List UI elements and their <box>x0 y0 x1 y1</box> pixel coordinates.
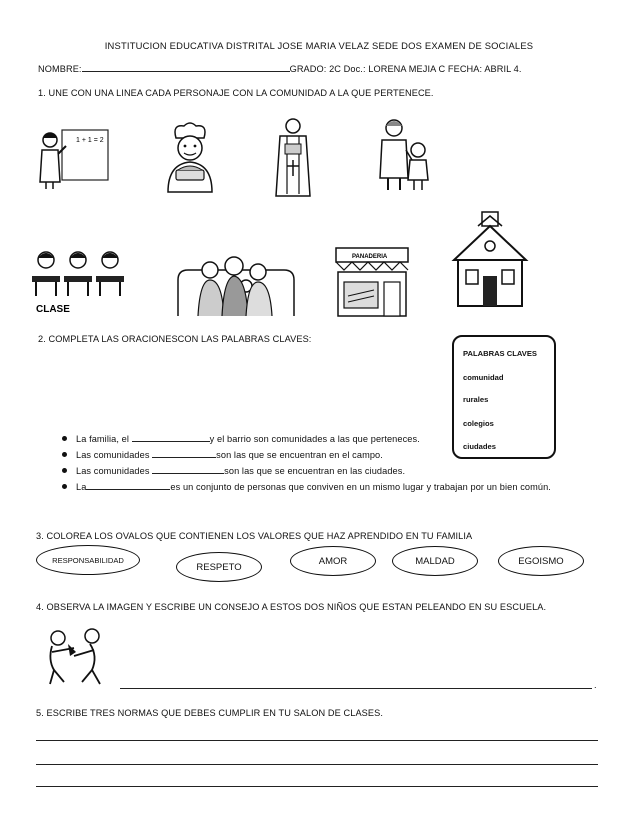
sentence-blank[interactable] <box>86 480 170 490</box>
keyword-item: rurales <box>463 395 489 404</box>
sentence-text: y el barrio son comunidades a las que perteneces. <box>209 434 420 444</box>
sentence-text: es un conjunto de personas que conviven en un mismo lugar y trabajan por un bien común. <box>170 482 551 492</box>
bullet-icon <box>62 452 67 457</box>
sentence-blank[interactable] <box>152 448 216 458</box>
sentence-text: son las que se encuentran en el campo. <box>216 450 383 460</box>
q2-instruction: 2. COMPLETA LAS ORACIONESCON LAS PALABRAS CLAVES: <box>38 334 312 344</box>
q5-answer-line-3[interactable] <box>36 786 598 787</box>
q5-answer-line-2[interactable] <box>36 764 598 765</box>
q4-answer-line[interactable] <box>120 688 592 689</box>
baker-picture[interactable] <box>160 120 220 194</box>
value-oval-maldad[interactable]: MALDAD <box>392 546 478 576</box>
bullet-icon <box>62 436 67 441</box>
teacher-picture[interactable] <box>36 126 110 190</box>
sentence-text: son las que se encuentran en las ciudades. <box>224 466 406 476</box>
value-oval-egoismo[interactable]: EGOISMO <box>498 546 584 576</box>
value-oval-responsabilidad[interactable]: RESPONSABILIDAD <box>36 545 140 575</box>
value-oval-respeto[interactable]: RESPETO <box>176 552 262 582</box>
name-blank[interactable] <box>82 62 290 72</box>
sentence-blank[interactable] <box>152 464 224 474</box>
sentence-3 <box>76 464 405 476</box>
fighting-kids-picture[interactable] <box>40 626 114 686</box>
board-text: 1 + 1 = 2 <box>76 137 104 144</box>
priest-picture[interactable] <box>270 116 316 198</box>
sentence-4 <box>76 480 551 492</box>
classroom-picture[interactable] <box>30 246 126 316</box>
sentence-1 <box>76 432 420 444</box>
q5-instruction: 5. ESCRIBE TRES NORMAS QUE DEBES CUMPLIR EN TU SALON DE CLASES. <box>36 708 384 718</box>
q3-instruction: 3. COLOREA LOS OVALOS QUE CONTIENEN LOS VALORES QUE HAZ APRENDIDO EN TU FAMILIA <box>36 531 473 541</box>
bakery-picture[interactable] <box>334 246 410 318</box>
header-meta: GRADO: 2C Doc.: LORENA MEJIA C FECHA: ABRIL 4. <box>289 64 522 74</box>
keyword-item: colegios <box>463 419 494 428</box>
sentence-text: La familia, el <box>76 434 132 444</box>
keywords-title: PALABRAS CLAVES <box>463 349 537 358</box>
q1-instruction: 1. UNE CON UNA LINEA CADA PERSONAJE CON LA COMUNIDAD A LA QUE PERTENECE. <box>38 88 434 98</box>
q4-instruction: 4. OBSERVA LA IMAGEN Y ESCRIBE UN CONSEJO A ESTOS DOS NIÑOS QUE ESTAN PELEANDO EN SU ESCUELA. <box>36 602 547 612</box>
sentence-text: La <box>76 482 87 492</box>
family-picture[interactable] <box>176 250 296 318</box>
class-sign: CLASE <box>36 304 70 315</box>
header-row <box>38 62 522 74</box>
sentence-text: Las comunidades <box>76 450 153 460</box>
q4-line-end: . <box>594 680 597 690</box>
bullet-icon <box>62 484 67 489</box>
name-label: NOMBRE: <box>38 64 82 74</box>
keyword-item: ciudades <box>463 442 496 451</box>
bakery-sign: PANADERIA <box>352 254 388 260</box>
sentence-blank[interactable] <box>132 432 210 442</box>
sentence-2 <box>76 448 383 460</box>
keywords-box <box>452 335 556 459</box>
sentence-text: Las comunidades <box>76 466 153 476</box>
school-picture[interactable] <box>450 210 530 310</box>
father-son-picture[interactable] <box>376 116 434 192</box>
q5-answer-line-1[interactable] <box>36 740 598 741</box>
exam-title: INSTITUCION EDUCATIVA DISTRITAL JOSE MARIA VELAZ SEDE DOS EXAMEN DE SOCIALES <box>104 40 534 51</box>
value-oval-amor[interactable]: AMOR <box>290 546 376 576</box>
keyword-item: comunidad <box>463 373 504 382</box>
bullet-icon <box>62 468 67 473</box>
